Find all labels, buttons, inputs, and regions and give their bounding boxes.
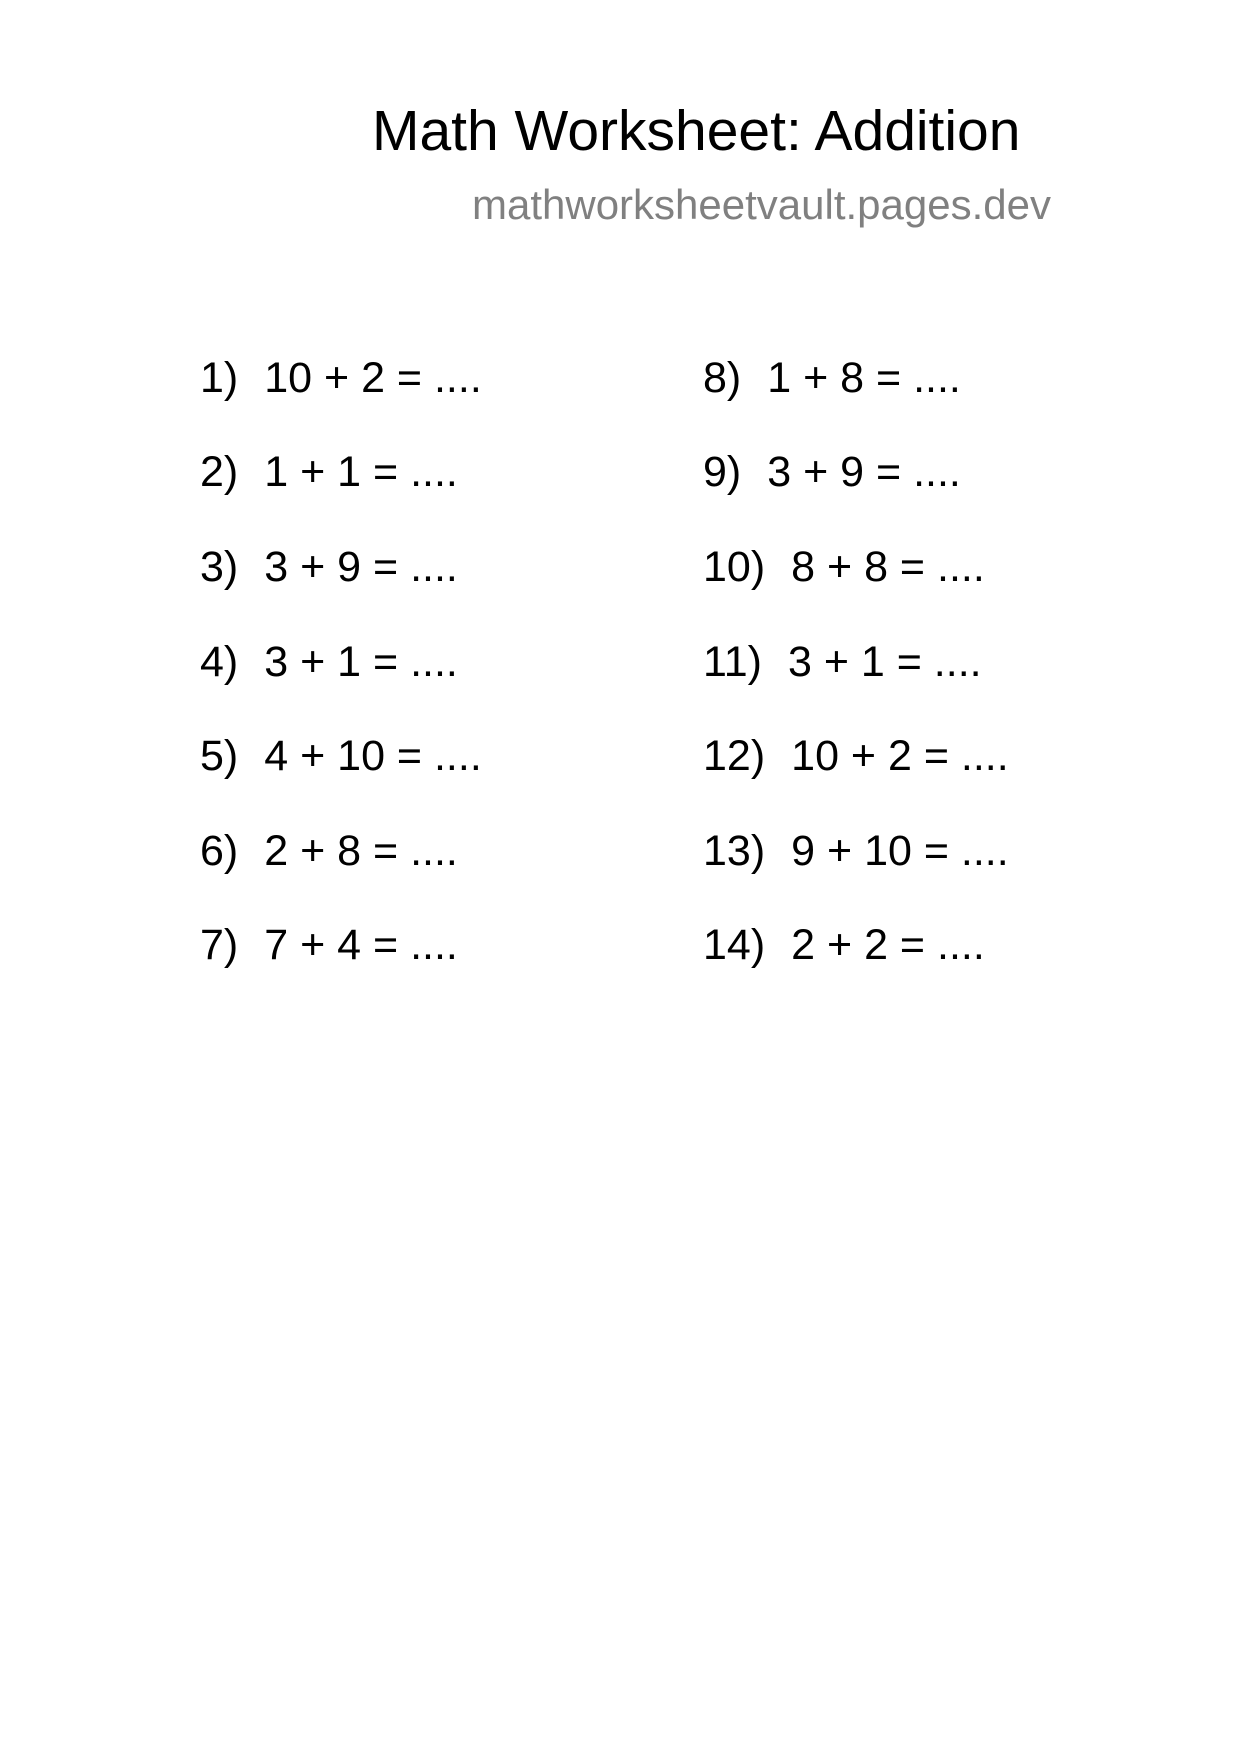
problem-expression: 10 + 2 = .... [264,354,482,402]
problem-expression: 10 + 2 = .... [791,732,1009,780]
problem-expression: 1 + 8 = .... [767,354,961,402]
problem-expression: 2 + 8 = .... [264,827,458,875]
problem-expression: 3 + 9 = .... [767,448,961,496]
problem-expression: 7 + 4 = .... [264,921,458,969]
problem-number: 6) [200,827,239,875]
problem-item [200,920,458,970]
problem-expression: 3 + 1 = .... [264,638,458,686]
problem-expression: 3 + 9 = .... [264,543,458,591]
problem-item [703,542,985,592]
problem-number: 14) [703,921,766,969]
problem-expression: 3 + 1 = .... [787,638,982,686]
problem-number: 9) [703,448,742,496]
problem-number: 2) [200,448,239,496]
problem-expression: 8 + 8 = .... [791,543,985,591]
problem-item [703,447,961,497]
problem-item [703,920,985,970]
problem-expression: 9 + 10 = .... [791,827,1009,875]
problem-number: 5) [200,732,239,780]
problem-number: 1) [200,354,239,402]
problem-expression: 4 + 10 = .... [264,732,482,780]
problem-item [200,542,458,592]
problem-number: 12) [703,732,766,780]
problem-item [200,826,458,876]
problem-expression: 1 + 1 = .... [264,448,458,496]
problem-number: 13) [703,827,766,875]
problem-expression: 2 + 2 = .... [791,921,985,969]
problem-item [200,731,482,781]
problem-number: 7) [200,921,239,969]
problem-number: 10) [703,543,766,591]
problem-number: 11) [703,638,762,686]
problem-number: 4) [200,638,239,686]
problem-number: 8) [703,354,742,402]
problem-item [703,353,961,403]
worksheet-title: Math Worksheet: Addition [372,99,1021,163]
problem-item [200,353,482,403]
problem-item [703,731,1009,781]
problem-item [200,447,458,497]
problem-item [703,637,982,687]
problem-item [703,826,1009,876]
problem-item [200,637,458,687]
website-url: mathworksheetvault.pages.dev [472,181,1051,228]
problem-number: 3) [200,543,239,591]
